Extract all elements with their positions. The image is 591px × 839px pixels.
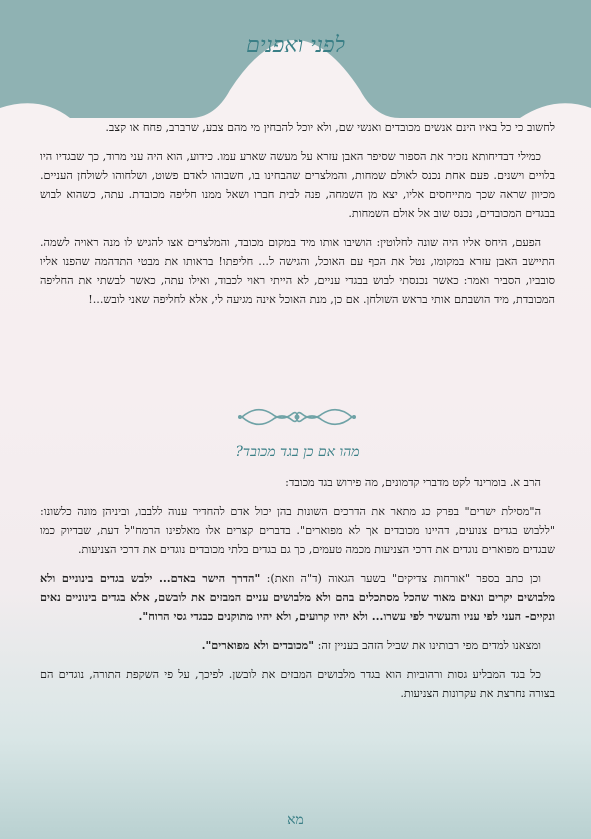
paragraph: כל בגד המבליע גסות ורהוביות הוא בגדר מלבושים המבזים את לובשן. לפיכך, על פי השקפת התורה, נוגדים הם בצורה נחרצת את עקרונות הצניעות. — [40, 668, 555, 700]
bold-quote: "הדרך הישר באדם... ילבש בגדים בינוניים ולא מלבושים יקרים ונאים מאוד שהכל מסתכלים בהם ולא מלבושים עניים המבזים את לובשם, אלא בגדים בינוניים נאים ונקיים- העני לפי עניו והעשיר לפי עשרו... ולא יהיו קרועים, ולא יהיו מתוקנים כבגדי גסי הרוח". — [40, 571, 555, 623]
paragraph: הפעם, היחס אליו היה שונה לחלוטין: הושיבו אותו מיד במקום מכובד, והמלצרים אצו להגיש לו מנה ראויה לשמה. התיישב האבן עזרא במקומו, נטל את הכף עם האוכל, והגישה ל... חליפתו! בראותו את מבטי התדהמה שהפנו אליו סובביו, הסביר ואמר: כאשר נכנסתי לבוש בבגדי עניים, לא הייתי ראוי לכבוד, ואילו עתה, כאשר לבשתי את החליפה המכובדת, מיד הושבתם אותי בראש השולחן. אם כן, מנת האוכל אינה מגיעה לי, אלא לחליפה שאני לובש...! — [40, 236, 555, 306]
intro-text — [40, 118, 555, 319]
divider-ornament-icon — [232, 402, 362, 432]
page-header-title: לפני ואפנים — [246, 33, 345, 58]
paragraph: ה"מסילת ישרים" בפרק כג מתאר את הדרכים השונות בהן יכול אדם להחדיר ענוה ללבבו, וביניהן מונה כלשונו: "ללבוש בגדים צנועים, דהיינו מכובדים אך לא מפוארים". בדברים קצרים אלו מאלפינו הרמח"ל דעת, שבדיוק כמו שבגדים מפוארים נוגדים את דרכי הצניעות מכמה טעמים, כך גם בגדים בלתי מכובדים נוגדים את דרכי הצניעות. — [40, 505, 555, 556]
paragraph: הרב א. בומרינד לקט מדברי קדמונים, מה פירוש בגד מכובד: — [285, 476, 541, 489]
section-heading: מהו אם כן בגד מכובד? — [235, 444, 360, 460]
paragraph: כמילי דבדיחותא נזכיר את הספור שסיפר האבן עזרא על מעשה שארע עמו. כידוע, הוא היה עני מרוד, כך שבגדיו היו בלויים וישנים. פעם אחת נכנס לאולם שמחות, והמלצרים שהבחינו בו, חשבוהו לאדם פשוט, ושלחוהו לשולחן העניים. מכיוון שראה שכך מתייחסים אליו, יצא מן השמחה, פנה לבית חברו ושאל ממנו חליפה מכובדת. עתה, כשהוא לבוש בבגדים המכובדים, נכנס שוב אל אולם השמחות. — [40, 150, 555, 220]
paragraph: לחשוב כי כל באיו הינם אנשים מכובדים ואנשי שם, ולא יוכל להבחין מי מהם צבע, שרברב, פחח או קצב. — [105, 121, 555, 134]
quote-intro: ומצאנו למדים מפי רבותינו את שביל הזהב בעניין זה: — [314, 639, 541, 652]
page-number: מא — [287, 812, 304, 828]
bold-quote: "מכובדים ולא מפוארים". — [201, 638, 315, 652]
section-text — [40, 473, 555, 713]
paragraph — [40, 636, 555, 655]
paragraph — [40, 569, 555, 626]
quote-intro: וכן כתב בספר "אורחות צדיקים" בשער הגאוה (ד"ה וזאת): — [260, 572, 541, 585]
